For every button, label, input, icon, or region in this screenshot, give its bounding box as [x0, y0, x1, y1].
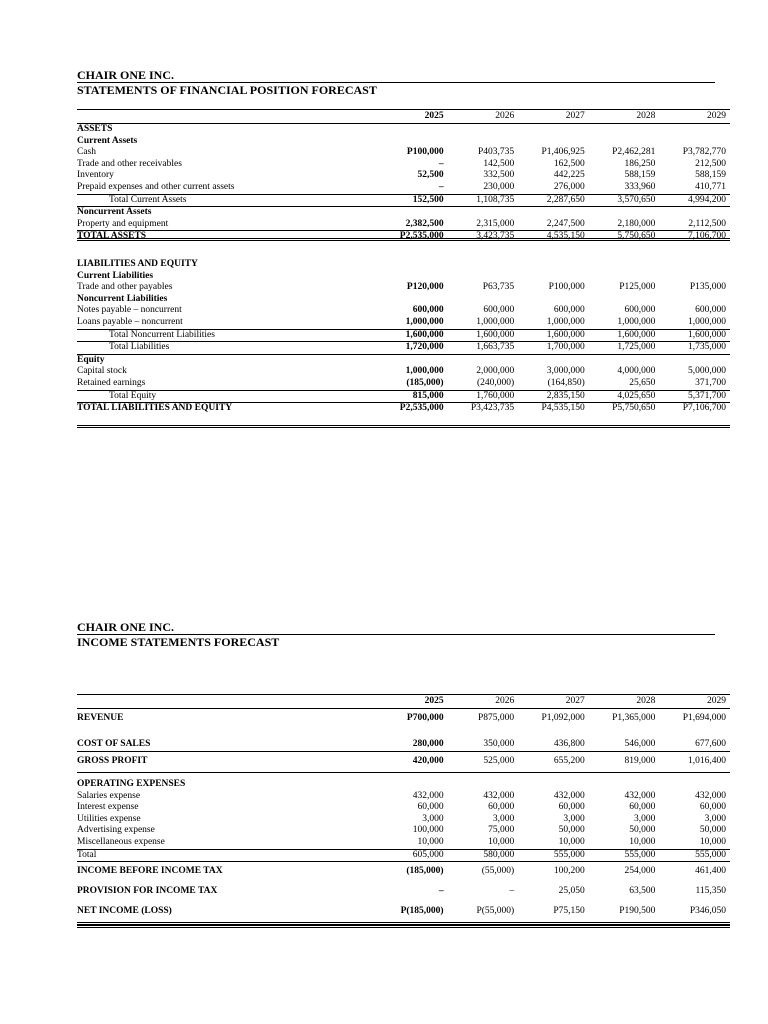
- row-provision-tax-value: 115,350: [695, 886, 726, 897]
- row-total-liabilities-equity-label: TOTAL LIABILITIES AND EQUITY: [77, 403, 233, 414]
- current-assets-heading: [77, 136, 730, 148]
- empty-cell: [518, 259, 589, 271]
- row-net-income-value: P(55,000): [448, 902, 519, 924]
- row-payables-value: P125,000: [619, 282, 656, 293]
- row-capital-stock-value: 3,000,000: [546, 366, 585, 377]
- empty-cell: [377, 354, 448, 366]
- row-total-assets-value: 3,423,735: [476, 231, 515, 242]
- row-cash-label: Cash: [77, 147, 96, 158]
- opex-heading: [77, 779, 730, 791]
- row-payables-value: P100,000: [548, 282, 585, 293]
- bs-statement-title: STATEMENTS OF FINANCIAL POSITION FORECAST: [77, 83, 377, 97]
- row-provision-tax-value: 25,050: [558, 886, 585, 897]
- row-receivables-value: 186,250: [624, 158, 656, 169]
- current-liabilities-heading-label: Current Liabilities: [77, 270, 154, 281]
- row-advertising-value: 50,000: [558, 825, 585, 836]
- row-total-liabilities-value: 1,725,000: [589, 342, 660, 355]
- noncurrent-assets-heading-label: Noncurrent Assets: [77, 207, 152, 218]
- noncurrent-liabilities-heading: [77, 294, 730, 306]
- row-salaries-value: 432,000: [624, 790, 656, 801]
- le-heading-label: LIABILITIES AND EQUITY: [77, 259, 198, 269]
- bs-end-rule: [77, 425, 730, 428]
- row-receivables-value: 142,500: [483, 158, 515, 169]
- row-inventory-value: 588,159: [624, 170, 656, 181]
- row-notes-payable-label: Notes payable – noncurrent: [77, 305, 182, 316]
- row-interest-value: 60,000: [417, 802, 444, 813]
- empty-cell: [589, 259, 660, 271]
- row-total-assets-label: TOTAL ASSETS: [77, 231, 147, 242]
- year-header-0: 2025: [377, 695, 448, 709]
- row-income-before-tax-value: (55,000): [481, 866, 515, 877]
- row-utilities-value: 3,000: [492, 813, 515, 824]
- empty-cell: [448, 136, 519, 148]
- row-utilities-value: 3,000: [634, 813, 656, 824]
- year-header-3: 2028: [589, 695, 660, 709]
- row-total-assets-value: P2,535,000: [399, 231, 444, 242]
- row-misc-value: 10,000: [518, 837, 589, 849]
- row-notes-payable-value: 600,000: [483, 305, 515, 316]
- row-total-liabilities-value: 1,735,000: [659, 342, 730, 355]
- row-revenue-value: P700,000: [406, 713, 444, 724]
- bs-assets-end-rule: [77, 238, 730, 241]
- row-provision-tax: [77, 882, 730, 902]
- empty-cell: [377, 136, 448, 148]
- row-retained-earnings: [77, 378, 730, 390]
- row-income-before-tax-value: 461,400: [695, 866, 726, 877]
- row-capital-stock-value: 4,000,000: [617, 366, 656, 377]
- row-opex-total-value: 555,000: [518, 849, 589, 862]
- row-income-before-tax-label: INCOME BEFORE INCOME TAX: [77, 866, 223, 877]
- row-total-equity-label: Total Equity: [77, 390, 377, 403]
- row-net-income-value: P(185,000): [377, 902, 448, 924]
- is-end-rule: [77, 925, 730, 928]
- row-receivables-label: Trade and other receivables: [77, 158, 182, 169]
- empty-cell: [518, 136, 589, 148]
- row-notes-payable-value: 600,000: [553, 305, 585, 316]
- empty-cell: [518, 294, 589, 306]
- row-total-noncurrent-liabilities-value: 1,600,000: [448, 329, 519, 342]
- row-prepaid-value: 230,000: [448, 182, 519, 194]
- empty-cell: [377, 259, 448, 271]
- row-payables-value: P135,000: [689, 282, 726, 293]
- year-header-4: 2029: [659, 695, 730, 709]
- year-header-2: 2027: [518, 695, 589, 709]
- row-loans-payable: [77, 317, 730, 329]
- empty-cell: [589, 207, 660, 219]
- empty-cell: [589, 271, 660, 283]
- row-utilities-value: 3,000: [704, 813, 726, 824]
- row-ppe-value: 2,382,500: [377, 219, 448, 231]
- row-income-before-tax: [77, 862, 730, 883]
- row-cost-of-sales-value: 436,800: [518, 735, 589, 752]
- row-payables-value: P63,735: [482, 282, 515, 293]
- row-net-income-value: P75,150: [518, 902, 589, 924]
- row-revenue-value: P1,694,000: [682, 713, 726, 724]
- row-cash-value: P100,000: [406, 147, 444, 158]
- row-income-before-tax-value: 254,000: [624, 866, 656, 877]
- row-advertising-value: 50,000: [629, 825, 656, 836]
- row-cost-of-sales-value: 350,000: [448, 735, 519, 752]
- row-total-noncurrent-liabilities: [77, 329, 730, 342]
- empty-cell: [448, 354, 519, 366]
- row-cash-value: P2,462,281: [612, 147, 656, 158]
- row-total-equity: [77, 390, 730, 403]
- noncurrent-assets-heading: [77, 207, 730, 219]
- balance-sheet-table: [77, 109, 730, 243]
- empty-cell: [377, 207, 448, 219]
- row-payables-label: Trade and other payables: [77, 282, 173, 293]
- row-salaries: [77, 791, 730, 803]
- row-gross-profit-value: 525,000: [448, 752, 519, 773]
- current-liabilities-heading: [77, 271, 730, 283]
- row-prepaid: [77, 182, 730, 194]
- row-advertising: [77, 825, 730, 837]
- row-total-assets-value: 4,535,150: [546, 231, 585, 242]
- row-capital-stock-label: Capital stock: [77, 366, 127, 377]
- row-retained-earnings-label: Retained earnings: [77, 378, 377, 390]
- row-advertising-label: Advertising expense: [77, 825, 155, 836]
- equity-heading: [77, 354, 730, 366]
- row-misc-value: 10,000: [659, 837, 730, 849]
- row-total-liabilities-value: 1,700,000: [518, 342, 589, 355]
- row-total-liabilities-value: 1,720,000: [377, 342, 448, 355]
- row-loans-payable-label: Loans payable – noncurrent: [77, 317, 377, 329]
- empty-cell: [377, 271, 448, 283]
- row-ppe-value: 2,247,500: [518, 219, 589, 231]
- row-utilities-value: 3,000: [422, 813, 444, 824]
- row-net-income: [77, 902, 730, 924]
- row-salaries-value: 432,000: [483, 790, 515, 801]
- empty-cell: [518, 271, 589, 283]
- row-total-liabilities-equity: [77, 403, 730, 415]
- row-total-current-assets: [77, 194, 730, 207]
- row-prepaid-value: –: [377, 182, 448, 194]
- empty-cell: [659, 207, 730, 219]
- row-total-noncurrent-liabilities-value: 1,600,000: [377, 329, 448, 342]
- equity-heading-label: Equity: [77, 354, 105, 365]
- row-interest-value: 60,000: [558, 802, 585, 813]
- noncurrent-liabilities-heading-label: Noncurrent Liabilities: [77, 293, 168, 304]
- row-total-liabilities-equity-value: P3,423,735: [470, 403, 515, 414]
- is-header: [77, 620, 715, 649]
- row-cost-of-sales-label: COST OF SALES: [77, 735, 377, 752]
- row-misc: [77, 837, 730, 849]
- row-notes-payable-value: 600,000: [695, 305, 726, 316]
- row-prepaid-value: 276,000: [518, 182, 589, 194]
- row-receivables: [77, 159, 730, 171]
- row-gross-profit: [77, 752, 730, 773]
- empty-cell: [589, 354, 660, 366]
- row-cash-value: P3,782,770: [682, 147, 726, 158]
- empty-cell: [518, 779, 589, 791]
- empty-cell: [518, 354, 589, 366]
- row-total-current-assets-value: 152,500: [377, 194, 448, 207]
- row-loans-payable-value: 1,000,000: [589, 317, 660, 329]
- row-total-noncurrent-liabilities-value: 1,600,000: [518, 329, 589, 342]
- row-notes-payable-value: 600,000: [412, 305, 444, 316]
- empty-cell: [659, 354, 730, 366]
- row-gross-profit-value: 655,200: [518, 752, 589, 773]
- row-total-current-assets-value: 3,570,650: [589, 194, 660, 207]
- row-total-current-assets-value: 2,287,650: [518, 194, 589, 207]
- row-retained-earnings-value: 371,700: [659, 378, 730, 390]
- row-retained-earnings-value: (164,850): [518, 378, 589, 390]
- row-salaries-value: 432,000: [695, 790, 726, 801]
- bs-company-name: CHAIR ONE INC.: [77, 68, 715, 83]
- year-header-blank: [77, 110, 377, 124]
- row-total-equity-value: 1,760,000: [448, 390, 519, 403]
- year-header-2: 2027: [518, 110, 589, 124]
- row-cost-of-sales-value: 280,000: [377, 735, 448, 752]
- bs-header: [77, 68, 715, 97]
- row-payables-value: P120,000: [406, 282, 444, 293]
- row-income-before-tax-value: 100,200: [553, 866, 585, 877]
- empty-cell: [659, 779, 730, 791]
- row-loans-payable-value: 1,000,000: [448, 317, 519, 329]
- empty-cell: [589, 294, 660, 306]
- row-prepaid-value: 333,960: [589, 182, 660, 194]
- empty-cell: [659, 271, 730, 283]
- row-total-current-assets-value: 1,108,735: [448, 194, 519, 207]
- row-utilities: [77, 814, 730, 826]
- row-total-assets-value: 7,106,700: [688, 231, 726, 242]
- current-assets-heading-label: Current Assets: [77, 135, 138, 146]
- row-ppe-value: 2,315,000: [448, 219, 519, 231]
- row-interest-value: 60,000: [488, 802, 515, 813]
- row-income-before-tax-value: (185,000): [406, 866, 444, 877]
- income-statement-table: [77, 694, 730, 925]
- row-revenue-value: P1,365,000: [612, 713, 656, 724]
- row-total-liabilities-value: 1,663,735: [448, 342, 519, 355]
- row-total-equity-value: 5,371,700: [659, 390, 730, 403]
- row-cash: [77, 147, 730, 159]
- balance-sheet-le-table: [77, 259, 730, 415]
- empty-cell: [659, 259, 730, 271]
- year-header-1: 2026: [448, 695, 519, 709]
- opex-heading-label: OPERATING EXPENSES: [77, 779, 186, 789]
- row-utilities-label: Utilities expense: [77, 813, 141, 824]
- row-total-equity-value: 815,000: [377, 390, 448, 403]
- row-gross-profit-value: 420,000: [377, 752, 448, 773]
- row-net-income-label: NET INCOME (LOSS): [77, 902, 377, 924]
- year-header-4: 2029: [659, 110, 730, 124]
- year-header-blank: [77, 695, 377, 709]
- row-gross-profit-label: GROSS PROFIT: [77, 752, 377, 773]
- row-total-noncurrent-liabilities-label: Total Noncurrent Liabilities: [77, 329, 377, 342]
- row-provision-tax-label: PROVISION FOR INCOME TAX: [77, 886, 218, 897]
- row-total-liabilities-label: Total Liabilities: [77, 342, 377, 355]
- row-utilities-value: 3,000: [563, 813, 585, 824]
- is-company-name: CHAIR ONE INC.: [77, 620, 715, 635]
- row-total-current-assets-label: Total Current Assets: [77, 194, 377, 207]
- row-total-liabilities-equity-value: P7,106,700: [682, 403, 726, 414]
- row-interest-value: 60,000: [629, 802, 656, 813]
- empty-cell: [377, 294, 448, 306]
- row-revenue-value: P875,000: [478, 713, 515, 724]
- row-total-noncurrent-liabilities-value: 1,600,000: [589, 329, 660, 342]
- row-revenue-value: P1,092,000: [541, 713, 585, 724]
- row-loans-payable-value: 1,000,000: [659, 317, 730, 329]
- is-statement-title: INCOME STATEMENTS FORECAST: [77, 635, 280, 649]
- row-opex-total-label: Total: [77, 849, 377, 862]
- income-statement-body: [77, 695, 730, 924]
- row-net-income-value: P190,500: [589, 902, 660, 924]
- row-capital-stock: [77, 366, 730, 378]
- assets-heading: [77, 124, 730, 136]
- row-advertising-value: 50,000: [699, 825, 726, 836]
- empty-cell: [659, 136, 730, 148]
- row-opex-total-value: 555,000: [659, 849, 730, 862]
- row-salaries-label: Salaries expense: [77, 790, 141, 801]
- row-retained-earnings-value: (240,000): [448, 378, 519, 390]
- row-receivables-value: 212,500: [695, 158, 726, 169]
- empty-cell: [518, 207, 589, 219]
- row-capital-stock-value: 2,000,000: [476, 366, 515, 377]
- row-interest: [77, 802, 730, 814]
- row-misc-label: Miscellaneous expense: [77, 837, 377, 849]
- row-inventory-value: 442,225: [553, 170, 585, 181]
- row-inventory-value: 332,500: [483, 170, 515, 181]
- row-cost-of-sales: [77, 735, 730, 752]
- row-loans-payable-value: 1,000,000: [377, 317, 448, 329]
- row-total-equity-value: 2,835,150: [518, 390, 589, 403]
- row-cash-value: P1,406,925: [541, 147, 585, 158]
- row-interest-value: 60,000: [699, 802, 726, 813]
- row-total-equity-value: 4,025,650: [589, 390, 660, 403]
- row-notes-payable-value: 600,000: [624, 305, 656, 316]
- row-opex-total: [77, 849, 730, 862]
- bs-assets-section: [77, 110, 730, 243]
- row-loans-payable-value: 1,000,000: [518, 317, 589, 329]
- assets-heading-label: ASSETS: [77, 124, 113, 134]
- row-total-liabilities-equity-value: P4,535,150: [541, 403, 585, 414]
- year-header-0: 2025: [377, 110, 448, 124]
- empty-cell: [448, 207, 519, 219]
- row-total-liabilities: [77, 342, 730, 355]
- row-advertising-value: 75,000: [488, 825, 515, 836]
- row-inventory-label: Inventory: [77, 170, 114, 181]
- row-opex-total-value: 605,000: [377, 849, 448, 862]
- row-misc-value: 10,000: [589, 837, 660, 849]
- row-retained-earnings-value: 25,650: [589, 378, 660, 390]
- row-total-assets: [77, 231, 730, 243]
- empty-cell: [659, 124, 730, 136]
- row-revenue-label: REVENUE: [77, 713, 124, 724]
- row-gross-profit-value: 1,016,400: [659, 752, 730, 773]
- empty-cell: [448, 124, 519, 136]
- row-ppe-label: Property and equipment: [77, 219, 377, 231]
- bs-year-header-row: [77, 110, 730, 124]
- row-opex-total-value: 580,000: [448, 849, 519, 862]
- row-inventory-value: 52,500: [417, 170, 444, 181]
- row-receivables-value: 162,500: [553, 158, 585, 169]
- le-heading: [77, 259, 730, 271]
- empty-cell: [448, 259, 519, 271]
- row-net-income-value: P346,050: [659, 902, 730, 924]
- empty-cell: [518, 124, 589, 136]
- row-misc-value: 10,000: [377, 837, 448, 849]
- row-total-liabilities-equity-value: P2,535,000: [399, 403, 444, 414]
- row-salaries-value: 432,000: [553, 790, 585, 801]
- row-ppe: [77, 219, 730, 231]
- row-notes-payable: [77, 305, 730, 317]
- empty-cell: [589, 124, 660, 136]
- row-payables: [77, 282, 730, 294]
- empty-cell: [448, 271, 519, 283]
- empty-cell: [448, 294, 519, 306]
- row-salaries-value: 432,000: [412, 790, 444, 801]
- row-gross-profit-value: 819,000: [589, 752, 660, 773]
- empty-cell: [377, 779, 448, 791]
- row-inventory-value: 588,159: [695, 170, 726, 181]
- row-prepaid-label: Prepaid expenses and other current assets: [77, 182, 377, 194]
- empty-cell: [659, 294, 730, 306]
- empty-cell: [448, 779, 519, 791]
- row-revenue: [77, 709, 730, 730]
- row-receivables-value: –: [438, 158, 444, 169]
- row-misc-value: 10,000: [448, 837, 519, 849]
- row-provision-tax-value: –: [438, 886, 444, 897]
- row-capital-stock-value: 5,000,000: [688, 366, 726, 377]
- row-advertising-value: 100,000: [412, 825, 444, 836]
- row-total-assets-value: 5,750,650: [617, 231, 656, 242]
- row-ppe-value: 2,180,000: [589, 219, 660, 231]
- row-ppe-value: 2,112,500: [659, 219, 730, 231]
- row-cost-of-sales-value: 677,600: [659, 735, 730, 752]
- empty-cell: [377, 124, 448, 136]
- year-header-1: 2026: [448, 110, 519, 124]
- row-cash-value: P403,735: [478, 147, 515, 158]
- row-inventory: [77, 170, 730, 182]
- row-prepaid-value: 410,771: [659, 182, 730, 194]
- row-total-current-assets-value: 4,994,200: [659, 194, 730, 207]
- is-year-header-row: [77, 695, 730, 709]
- empty-cell: [589, 779, 660, 791]
- bs-liabilities-equity-section: [77, 259, 730, 415]
- row-capital-stock-value: 1,000,000: [405, 366, 444, 377]
- empty-cell: [589, 136, 660, 148]
- row-cost-of-sales-value: 546,000: [589, 735, 660, 752]
- row-provision-tax-value: 63,500: [629, 886, 656, 897]
- row-opex-total-value: 555,000: [589, 849, 660, 862]
- year-header-3: 2028: [589, 110, 660, 124]
- row-provision-tax-value: –: [509, 886, 515, 897]
- row-total-noncurrent-liabilities-value: 1,600,000: [659, 329, 730, 342]
- row-interest-label: Interest expense: [77, 802, 139, 813]
- row-retained-earnings-value: (185,000): [377, 378, 448, 390]
- row-total-liabilities-equity-value: P5,750,650: [612, 403, 656, 414]
